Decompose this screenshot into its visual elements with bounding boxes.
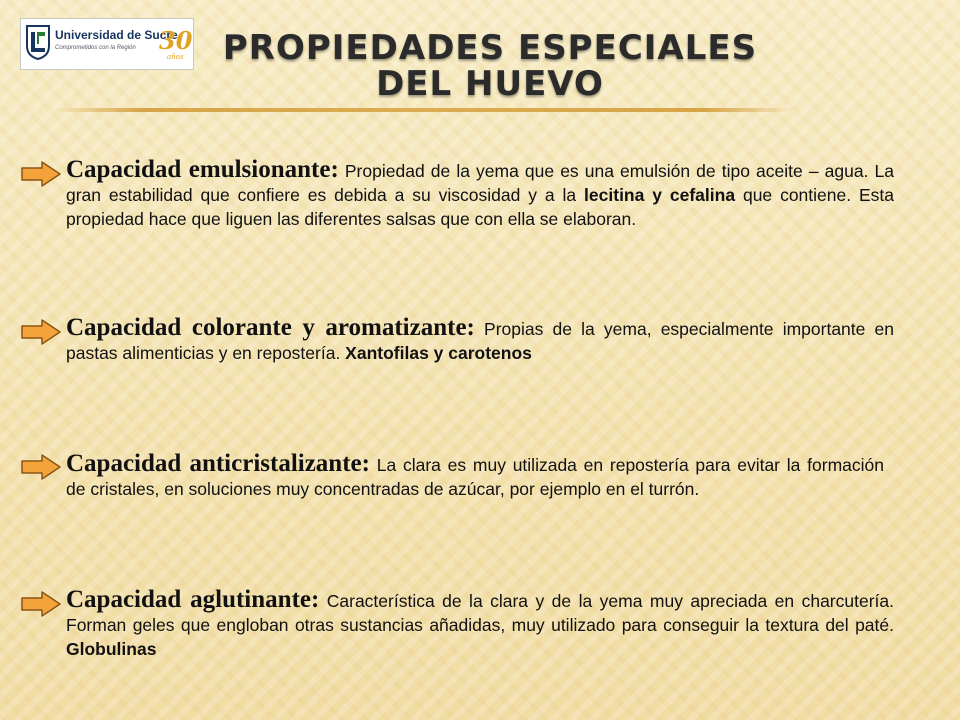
arrow-bullet-icon: [20, 160, 62, 188]
bullet-text: La clara es muy utilizada en repostería para evitar la formación de cristales, en soluciones muy concentradas de azúcar, por ejemplo en el turrón.: [66, 455, 884, 499]
slide-title: [180, 30, 800, 102]
bullet-item-anticristalizante: [66, 452, 884, 501]
university-logo: [20, 18, 194, 70]
bullet-item-colorante: [66, 316, 894, 365]
logo-anniversary-word: años: [167, 53, 184, 61]
title-line-2: DEL HUEVO: [376, 64, 604, 104]
title-line-1: PROPIEDADES ESPECIALES: [222, 28, 758, 68]
logo-university-name: Universidad de Sucre: [55, 28, 178, 42]
bullet-heading: Capacidad emulsionante:: [66, 156, 339, 183]
bullet-heading: Capacidad colorante y aromatizante:: [66, 314, 475, 341]
logo-anniversary-number: 30: [159, 26, 193, 55]
bullet-item-aglutinante: [66, 588, 894, 661]
bullet-text: Característica de la clara y de la yema muy apreciada en charcutería. Forman geles que engloban otras sustancias añadidas, muy utilizado para conseguir la textura del paté.: [66, 591, 894, 635]
arrow-bullet-icon: [20, 318, 62, 346]
arrow-bullet-icon: [20, 453, 62, 481]
bullet-text: Propiedad de la yema que es una emulsión de tipo aceite – agua. La gran estabilidad que confiere es debida a su viscosidad y a la: [66, 161, 895, 205]
shield-logo-icon: [25, 24, 51, 60]
bullet-bold-text: lecitina y cefalina: [584, 185, 736, 205]
bullet-text: Propias de la yema, especialmente importante en pastas alimenticias y en repostería.: [66, 319, 894, 363]
arrow-bullet-icon: [20, 590, 62, 618]
bullet-bold-text: Globulinas: [66, 639, 157, 659]
bullet-heading: Capacidad anticristalizante:: [66, 450, 370, 477]
bullet-text: que contiene. Esta propiedad hace que liguen las diferentes salsas que con ella se elaboran.: [66, 185, 895, 229]
bullet-heading: Capacidad aglutinante:: [66, 586, 320, 613]
bullet-item-emulsionante: [66, 158, 894, 231]
bullet-bold-text: Xantofilas y carotenos: [345, 343, 532, 363]
title-underline: [52, 108, 794, 112]
logo-tagline: Comprometidos con la Región: [55, 45, 136, 51]
